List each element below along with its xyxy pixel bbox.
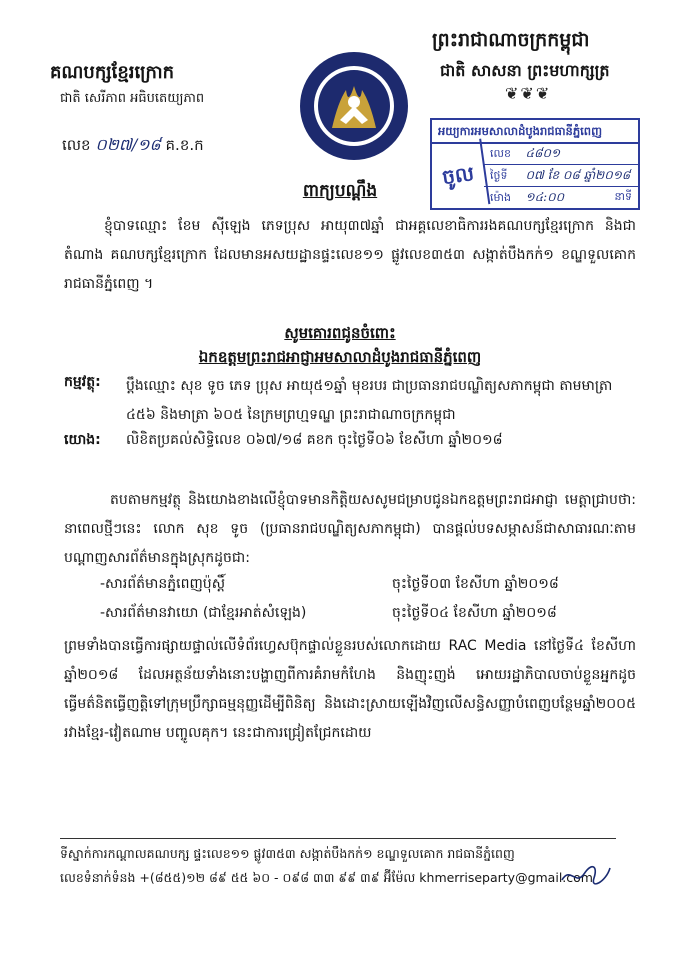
subject-text: ប្តឹងឈ្មោះ សុខ ទូច ភេទ ប្រុស អាយុ៥១ឆ្នាំ មុខរបរ ជាប្រធានរាជបណ្ឌិត្យសភាកម្ពុជា តាមមាត្រា ៤៥៦ និងមាត្រា ៦០៥ នៃក្រមព្រហ្មទណ្ឌ ព្រះរាជាណាចក្រកម្ពុជា — [126, 378, 613, 423]
stamp-row-value: ៤៨០១ — [525, 146, 561, 160]
ornament: ❦❦❦ — [505, 84, 552, 103]
basis-label: យោង: — [64, 432, 101, 448]
addressee-line-2: ឯកឧត្តមព្រះរាជអាជ្ញាអមសាលាដំបូងរាជធានីភ្នំពេញ — [198, 348, 482, 366]
party-motto: ជាតិ សេរីភាព អធិបតេយ្យភាព — [60, 91, 205, 106]
stamp-row-suffix: នាទី — [614, 190, 632, 203]
signature-icon — [560, 862, 612, 888]
addressee-line-1: សូមគោរពជូនចំពោះ — [284, 324, 396, 342]
stamp-side-label: ចូល — [428, 139, 491, 212]
source-date: ចុះថ្ងៃទី០៤ ខែសីហា ឆ្នាំ២០១៨ — [392, 605, 557, 621]
footer-address: ទីស្នាក់ការកណ្តាលគណបក្ស ផ្ទះលេខ១១ ផ្លូវ៣៥៣ សង្កាត់បឹងកក់១ ខណ្ឌទួលគោក រាជធានីភ្នំពេញ — [60, 846, 515, 861]
logo-emblem-icon — [298, 50, 410, 162]
source-name: -សារព័ត៌មានវាយោ (ជាខ្មែរអាត់សំឡេង) — [100, 605, 307, 621]
subject-label: កម្មវត្ថុ: — [64, 374, 101, 390]
stamp-row-label: លេខ — [490, 147, 511, 160]
signature-scribble — [560, 862, 612, 888]
stamp-row-value: ១៤:០០ — [525, 190, 565, 204]
stamp-header: អយ្យការអមសាលាដំបូងរាជធានីភ្នំពេញ — [432, 120, 638, 144]
reference-label: លេខ — [62, 136, 91, 154]
body-paragraph-2: ព្រមទាំងបានធ្វើការផ្សាយផ្ទាល់លើទំព័រហ្វេសប៊ុកផ្ទាល់ខ្លួនរបស់លោកដោយ RAC Media នៅថ្ងៃទី៤ ខែសីហា ឆ្នាំ២០១៨ ដែលអត្ថន័យទាំងនោះបង្ហាញពីការគំរាមកំហែង និងញុះញង់ អោយរដ្ឋាភិបាលចាប់ខ្លួនអ្នកដូចធ្វើមត៌និតធ្វើញត្តិទៅក្រុមប្រឹក្សាធម្មនុញ្ញដើម្បីពិនិត្យ និងដោះស្រាយឡើងវិញលើសន្ធិសញ្ញាបំពេញបន្ថែមឆ្នាំ២០០៥ រវាងខ្មែរ-វៀតណាម បញ្ចូលគុក។ នេះជាការជ្រៀតជ្រែកដោយ — [64, 638, 636, 741]
reference-number — [62, 134, 204, 158]
intro-paragraph: ខ្ញុំបាទឈ្មោះ ខែម ស៊ីឡេង ភេទប្រុស អាយុ៣៧ឆ្នាំ ជាអគ្គលេខាធិការរងគណបក្សខ្មែរក្រោក និងជាតំណាង គណបក្សខ្មែរក្រោក ដែលមានអសយដ្ឋានផ្ទះលេខ១១ ផ្លូវលេខ៣៥៣ សង្កាត់បឹងកក់១ ខណ្ឌទួលគោក រាជធានីភ្នំពេញ ។ — [64, 218, 636, 292]
stamp-row-value: ០៧ ខែ ០៨ ឆ្នាំ២០១៨ — [525, 168, 631, 182]
source-date: ចុះថ្ងៃទី០៣ ខែសីហា ឆ្នាំ២០១៨ — [392, 576, 559, 592]
stamp-row-label: ម៉ោង — [490, 191, 511, 204]
source-name: -សារព័ត៌មានភ្នំពេញប៉ុស្តិ៍ — [100, 576, 226, 592]
footer-contact: លេខទំនាក់ទំនង +(៨៥៥)១២ ៨៩ ៥៥ ៦០ - ០៩៨ ៣៣ ៩៩ ៣៩ អ៊ីម៉ែល khmerriseparty@gmail.com — [60, 870, 593, 885]
kingdom-title: ព្រះរាជាណាចក្រកម្ពុជា — [432, 29, 590, 51]
party-name: គណបក្សខ្មែរក្រោក — [50, 62, 175, 83]
stamp-row-label: ថ្ងៃទី — [490, 169, 508, 182]
basis-text: លិខិតប្រគល់សិទ្ធិលេខ ០៦៧/១៨ គខក ចុះថ្ងៃទី០៦ ខែសីហា ឆ្នាំ២០១៨ — [126, 432, 503, 448]
document-title: ពាក្យបណ្តឹង — [302, 181, 378, 201]
reference-suffix: គ.ខ.ក — [165, 136, 204, 154]
stamp-row-number — [484, 142, 638, 165]
body-paragraph-1: តបតាមកម្មវត្ថុ និងយោងខាងលើខ្ញុំបាទមានកិត្តិយសសូមជម្រាបជូនឯកឧត្តមព្រះរាជអាជ្ញា មេត្តាជ្រាបថា: នាពេលថ្មីៗនេះ លោក សុខ ទូច (ប្រធានរាជបណ្ឌិត្យសភាកម្ពុជា) បានផ្តល់បទសម្ភាសន៍ជាសាធារណៈតាមបណ្តាញសារព័ត៌មានក្នុងស្រុកដូចជា: — [64, 492, 636, 566]
nation-motto: ជាតិ សាសនា ព្រះមហាក្សត្រ — [440, 61, 610, 80]
party-logo — [298, 50, 410, 162]
reference-handwritten-number: ០២៧/១៨ — [95, 135, 161, 154]
footer-divider — [60, 838, 616, 839]
